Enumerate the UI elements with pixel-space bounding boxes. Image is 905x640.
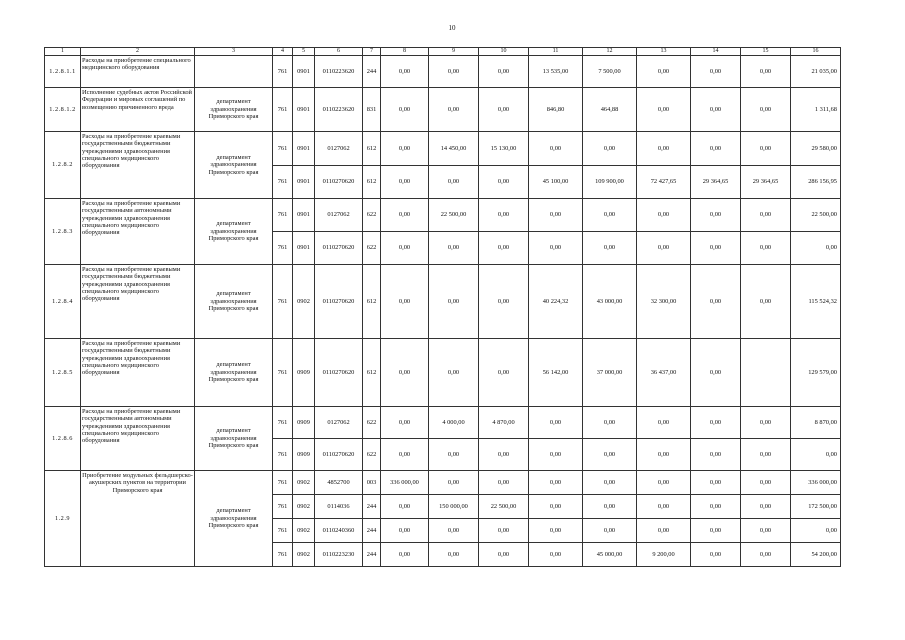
column-number-cell: 6 xyxy=(315,48,363,56)
row-organization: департамент здравоохранения Приморского края xyxy=(195,265,273,339)
table-row xyxy=(45,265,841,339)
value-cell: 0,00 xyxy=(691,232,741,265)
column-number-cell: 2 xyxy=(81,48,195,56)
value-cell: 0,00 xyxy=(529,471,583,495)
value-cell: 0,00 xyxy=(691,471,741,495)
value-cell: 0,00 xyxy=(637,439,691,471)
value-cell: 0,00 xyxy=(741,132,791,166)
row-organization: департамент здравоохранения Приморского края xyxy=(195,339,273,407)
row-organization: департамент здравоохранения Приморского края xyxy=(195,199,273,265)
value-cell: 0,00 xyxy=(583,471,637,495)
column-number-cell: 5 xyxy=(293,48,315,56)
value-cell: 0,00 xyxy=(429,56,479,88)
value-cell: 761 xyxy=(273,88,293,132)
value-cell: 0,00 xyxy=(381,232,429,265)
value-cell: 1 311,68 xyxy=(791,88,841,132)
column-number-cell: 8 xyxy=(381,48,429,56)
value-cell: 244 xyxy=(363,543,381,567)
value-cell: 43 000,00 xyxy=(583,265,637,339)
value-cell: 150 000,00 xyxy=(429,495,479,519)
value-cell: 29 364,65 xyxy=(741,166,791,199)
column-number-cell: 15 xyxy=(741,48,791,56)
value-cell: 4852700 xyxy=(315,471,363,495)
value-cell: 0127062 xyxy=(315,407,363,439)
value-cell: 761 xyxy=(273,407,293,439)
value-cell: 0,00 xyxy=(791,439,841,471)
value-cell: 0,00 xyxy=(429,166,479,199)
value-cell: 0,00 xyxy=(381,543,429,567)
value-cell: 0110223620 xyxy=(315,88,363,132)
column-number-cell: 16 xyxy=(791,48,841,56)
value-cell xyxy=(741,339,791,407)
value-cell: 0,00 xyxy=(637,199,691,232)
value-cell: 286 156,95 xyxy=(791,166,841,199)
value-cell: 761 xyxy=(273,543,293,567)
value-cell: 0,00 xyxy=(381,407,429,439)
row-organization xyxy=(195,56,273,88)
value-cell: 336 000,00 xyxy=(791,471,841,495)
value-cell: 0,00 xyxy=(691,265,741,339)
row-code: 1.2.8.1.1 xyxy=(45,56,81,88)
value-cell: 622 xyxy=(363,232,381,265)
value-cell: 003 xyxy=(363,471,381,495)
value-cell: 761 xyxy=(273,439,293,471)
value-cell: 72 427,65 xyxy=(637,166,691,199)
row-description: Исполнение судебных актов Российской Федерации и мировых соглашений по возмещению причиненного вреда xyxy=(81,88,195,132)
value-cell: 0,00 xyxy=(691,495,741,519)
value-cell: 0,00 xyxy=(691,56,741,88)
value-cell: 0,00 xyxy=(637,407,691,439)
value-cell: 0,00 xyxy=(381,166,429,199)
value-cell: 0,00 xyxy=(741,199,791,232)
value-cell: 761 xyxy=(273,519,293,543)
value-cell: 0901 xyxy=(293,56,315,88)
value-cell: 0902 xyxy=(293,265,315,339)
value-cell: 0,00 xyxy=(381,519,429,543)
value-cell: 0110270620 xyxy=(315,339,363,407)
value-cell: 22 500,00 xyxy=(791,199,841,232)
value-cell: 0,00 xyxy=(479,339,529,407)
value-cell: 0,00 xyxy=(741,232,791,265)
row-code: 1.2.8.4 xyxy=(45,265,81,339)
value-cell: 0,00 xyxy=(637,471,691,495)
value-cell: 0127062 xyxy=(315,199,363,232)
value-cell: 0,00 xyxy=(691,407,741,439)
value-cell: 4 870,00 xyxy=(479,407,529,439)
value-cell: 846,80 xyxy=(529,88,583,132)
value-cell: 0,00 xyxy=(529,407,583,439)
column-number-row xyxy=(45,48,841,56)
value-cell: 29 580,00 xyxy=(791,132,841,166)
value-cell: 831 xyxy=(363,88,381,132)
value-cell: 0,00 xyxy=(381,265,429,339)
value-cell: 0,00 xyxy=(691,132,741,166)
value-cell: 0,00 xyxy=(691,519,741,543)
value-cell: 0,00 xyxy=(691,88,741,132)
row-organization: департамент здравоохранения Приморского края xyxy=(195,407,273,471)
value-cell: 0110270620 xyxy=(315,232,363,265)
value-cell: 0,00 xyxy=(691,439,741,471)
value-cell: 0,00 xyxy=(429,519,479,543)
value-cell: 14 450,00 xyxy=(429,132,479,166)
value-cell: 612 xyxy=(363,132,381,166)
value-cell: 8 870,00 xyxy=(791,407,841,439)
value-cell: 0,00 xyxy=(741,407,791,439)
row-code: 1.2.8.2 xyxy=(45,132,81,199)
value-cell: 0,00 xyxy=(637,495,691,519)
value-cell: 0,00 xyxy=(691,543,741,567)
value-cell: 0,00 xyxy=(479,471,529,495)
value-cell: 0,00 xyxy=(429,543,479,567)
value-cell: 0,00 xyxy=(429,232,479,265)
value-cell: 45 100,00 xyxy=(529,166,583,199)
value-cell: 622 xyxy=(363,199,381,232)
value-cell: 244 xyxy=(363,56,381,88)
value-cell: 761 xyxy=(273,265,293,339)
value-cell: 761 xyxy=(273,199,293,232)
value-cell: 0909 xyxy=(293,407,315,439)
row-description: Расходы на приобретение краевыми государственными бюджетными учреждениями здравоохранения специального медицинского оборудования xyxy=(81,132,195,199)
value-cell: 0,00 xyxy=(381,495,429,519)
value-cell: 0,00 xyxy=(583,495,637,519)
row-description: Расходы на приобретение специального медицинского оборудования xyxy=(81,56,195,88)
value-cell: 21 035,00 xyxy=(791,56,841,88)
value-cell: 0,00 xyxy=(381,339,429,407)
row-description: Расходы на приобретение краевыми государственными автономными учреждениями здравоохранения специального медицинского оборудования xyxy=(81,199,195,265)
value-cell: 464,88 xyxy=(583,88,637,132)
value-cell: 56 142,00 xyxy=(529,339,583,407)
value-cell: 0,00 xyxy=(691,339,741,407)
row-description: Приобретение модульных фельдшерско-акушерских пунктов на территории Приморского края xyxy=(81,471,195,567)
value-cell: 0,00 xyxy=(637,132,691,166)
row-organization: департамент здравоохранения Приморского края xyxy=(195,471,273,567)
column-number-cell: 10 xyxy=(479,48,529,56)
value-cell: 0,00 xyxy=(741,439,791,471)
value-cell: 0,00 xyxy=(583,407,637,439)
value-cell: 0,00 xyxy=(479,56,529,88)
value-cell: 0,00 xyxy=(479,519,529,543)
page-number: 10 xyxy=(448,24,456,32)
value-cell: 0,00 xyxy=(381,199,429,232)
value-cell: 0,00 xyxy=(529,199,583,232)
value-cell: 0909 xyxy=(293,439,315,471)
value-cell: 0,00 xyxy=(583,199,637,232)
value-cell: 0,00 xyxy=(741,265,791,339)
column-number-cell: 7 xyxy=(363,48,381,56)
value-cell: 0,00 xyxy=(381,56,429,88)
value-cell: 0,00 xyxy=(529,519,583,543)
value-cell: 0,00 xyxy=(479,166,529,199)
column-number-cell: 13 xyxy=(637,48,691,56)
table-row xyxy=(45,88,841,132)
value-cell: 622 xyxy=(363,407,381,439)
value-cell: 9 200,00 xyxy=(637,543,691,567)
value-cell: 0110223230 xyxy=(315,543,363,567)
column-number-cell: 9 xyxy=(429,48,479,56)
value-cell: 0901 xyxy=(293,132,315,166)
value-cell: 0,00 xyxy=(791,232,841,265)
table-row xyxy=(45,56,841,88)
value-cell: 32 300,00 xyxy=(637,265,691,339)
value-cell: 0902 xyxy=(293,495,315,519)
value-cell: 29 364,65 xyxy=(691,166,741,199)
value-cell: 0,00 xyxy=(741,471,791,495)
value-cell: 0909 xyxy=(293,339,315,407)
value-cell: 4 000,00 xyxy=(429,407,479,439)
value-cell: 37 000,00 xyxy=(583,339,637,407)
value-cell: 0,00 xyxy=(583,519,637,543)
value-cell: 0,00 xyxy=(637,232,691,265)
value-cell: 0110270620 xyxy=(315,439,363,471)
value-cell: 0,00 xyxy=(529,132,583,166)
value-cell: 36 437,00 xyxy=(637,339,691,407)
value-cell: 0,00 xyxy=(583,232,637,265)
value-cell: 0114036 xyxy=(315,495,363,519)
value-cell: 0,00 xyxy=(479,88,529,132)
value-cell: 172 500,00 xyxy=(791,495,841,519)
value-cell: 0902 xyxy=(293,519,315,543)
value-cell: 0,00 xyxy=(529,543,583,567)
value-cell: 0127062 xyxy=(315,132,363,166)
value-cell: 0902 xyxy=(293,543,315,567)
value-cell: 761 xyxy=(273,232,293,265)
value-cell: 761 xyxy=(273,495,293,519)
value-cell: 0,00 xyxy=(381,439,429,471)
value-cell: 761 xyxy=(273,339,293,407)
value-cell: 761 xyxy=(273,56,293,88)
value-cell: 115 524,32 xyxy=(791,265,841,339)
row-code: 1.2.8.3 xyxy=(45,199,81,265)
value-cell: 109 900,00 xyxy=(583,166,637,199)
column-number-cell: 4 xyxy=(273,48,293,56)
column-number-cell: 12 xyxy=(583,48,637,56)
row-description: Расходы на приобретение краевыми государственными автономными учреждениями здравоохранения специального медицинского оборудования xyxy=(81,407,195,471)
table-row xyxy=(45,339,841,407)
value-cell: 0901 xyxy=(293,166,315,199)
value-cell: 0901 xyxy=(293,232,315,265)
value-cell: 0,00 xyxy=(479,232,529,265)
value-cell: 0,00 xyxy=(741,543,791,567)
value-cell: 0,00 xyxy=(741,88,791,132)
value-cell: 0901 xyxy=(293,88,315,132)
value-cell: 0,00 xyxy=(529,439,583,471)
value-cell: 0,00 xyxy=(741,495,791,519)
value-cell: 0901 xyxy=(293,199,315,232)
value-cell: 0,00 xyxy=(429,439,479,471)
value-cell: 622 xyxy=(363,439,381,471)
value-cell: 761 xyxy=(273,166,293,199)
column-number-cell: 3 xyxy=(195,48,273,56)
value-cell: 22 500,00 xyxy=(479,495,529,519)
value-cell: 0,00 xyxy=(429,471,479,495)
value-cell: 0,00 xyxy=(429,265,479,339)
row-organization: департамент здравоохранения Приморского края xyxy=(195,132,273,199)
table-row xyxy=(45,199,841,232)
value-cell: 0,00 xyxy=(479,543,529,567)
value-cell: 0110270620 xyxy=(315,166,363,199)
value-cell: 0,00 xyxy=(741,519,791,543)
value-cell: 0110270620 xyxy=(315,265,363,339)
row-code: 1.2.9 xyxy=(45,471,81,567)
value-cell: 612 xyxy=(363,265,381,339)
value-cell: 0,00 xyxy=(381,88,429,132)
value-cell: 7 500,00 xyxy=(583,56,637,88)
value-cell: 0,00 xyxy=(583,439,637,471)
value-cell: 0,00 xyxy=(429,339,479,407)
value-cell: 0110223620 xyxy=(315,56,363,88)
value-cell: 0,00 xyxy=(529,232,583,265)
row-code: 1.2.8.5 xyxy=(45,339,81,407)
column-number-cell: 1 xyxy=(45,48,81,56)
value-cell: 129 579,00 xyxy=(791,339,841,407)
value-cell: 40 224,32 xyxy=(529,265,583,339)
value-cell: 761 xyxy=(273,471,293,495)
value-cell: 612 xyxy=(363,339,381,407)
value-cell: 0,00 xyxy=(791,519,841,543)
value-cell: 0,00 xyxy=(637,519,691,543)
value-cell: 761 xyxy=(273,132,293,166)
row-organization: департамент здравоохранения Приморского края xyxy=(195,88,273,132)
value-cell: 0,00 xyxy=(529,495,583,519)
value-cell: 22 500,00 xyxy=(429,199,479,232)
row-description: Расходы на приобретение краевыми государственными бюджетными учреждениями здравоохранения специального медицинского оборудования xyxy=(81,265,195,339)
table-row xyxy=(45,471,841,495)
value-cell: 336 000,00 xyxy=(381,471,429,495)
value-cell: 244 xyxy=(363,519,381,543)
row-description: Расходы на приобретение краевыми государственными бюджетными учреждениями здравоохранения специального медицинского оборудования xyxy=(81,339,195,407)
column-number-cell: 11 xyxy=(529,48,583,56)
row-code: 1.2.8.6 xyxy=(45,407,81,471)
value-cell: 0,00 xyxy=(583,132,637,166)
value-cell: 0,00 xyxy=(637,88,691,132)
value-cell: 0,00 xyxy=(691,199,741,232)
value-cell: 0,00 xyxy=(479,199,529,232)
row-code: 1.2.8.1.2 xyxy=(45,88,81,132)
column-number-cell: 14 xyxy=(691,48,741,56)
value-cell: 0,00 xyxy=(479,439,529,471)
value-cell: 0902 xyxy=(293,471,315,495)
value-cell: 0,00 xyxy=(479,265,529,339)
value-cell: 45 000,00 xyxy=(583,543,637,567)
value-cell: 54 200,00 xyxy=(791,543,841,567)
table-row xyxy=(45,407,841,439)
value-cell: 0,00 xyxy=(637,56,691,88)
value-cell: 13 535,00 xyxy=(529,56,583,88)
table-body xyxy=(45,48,841,567)
value-cell: 0110240360 xyxy=(315,519,363,543)
value-cell: 0,00 xyxy=(741,56,791,88)
value-cell: 15 130,00 xyxy=(479,132,529,166)
value-cell: 0,00 xyxy=(381,132,429,166)
budget-table xyxy=(44,47,841,567)
table-row xyxy=(45,132,841,166)
value-cell: 244 xyxy=(363,495,381,519)
value-cell: 612 xyxy=(363,166,381,199)
value-cell: 0,00 xyxy=(429,88,479,132)
